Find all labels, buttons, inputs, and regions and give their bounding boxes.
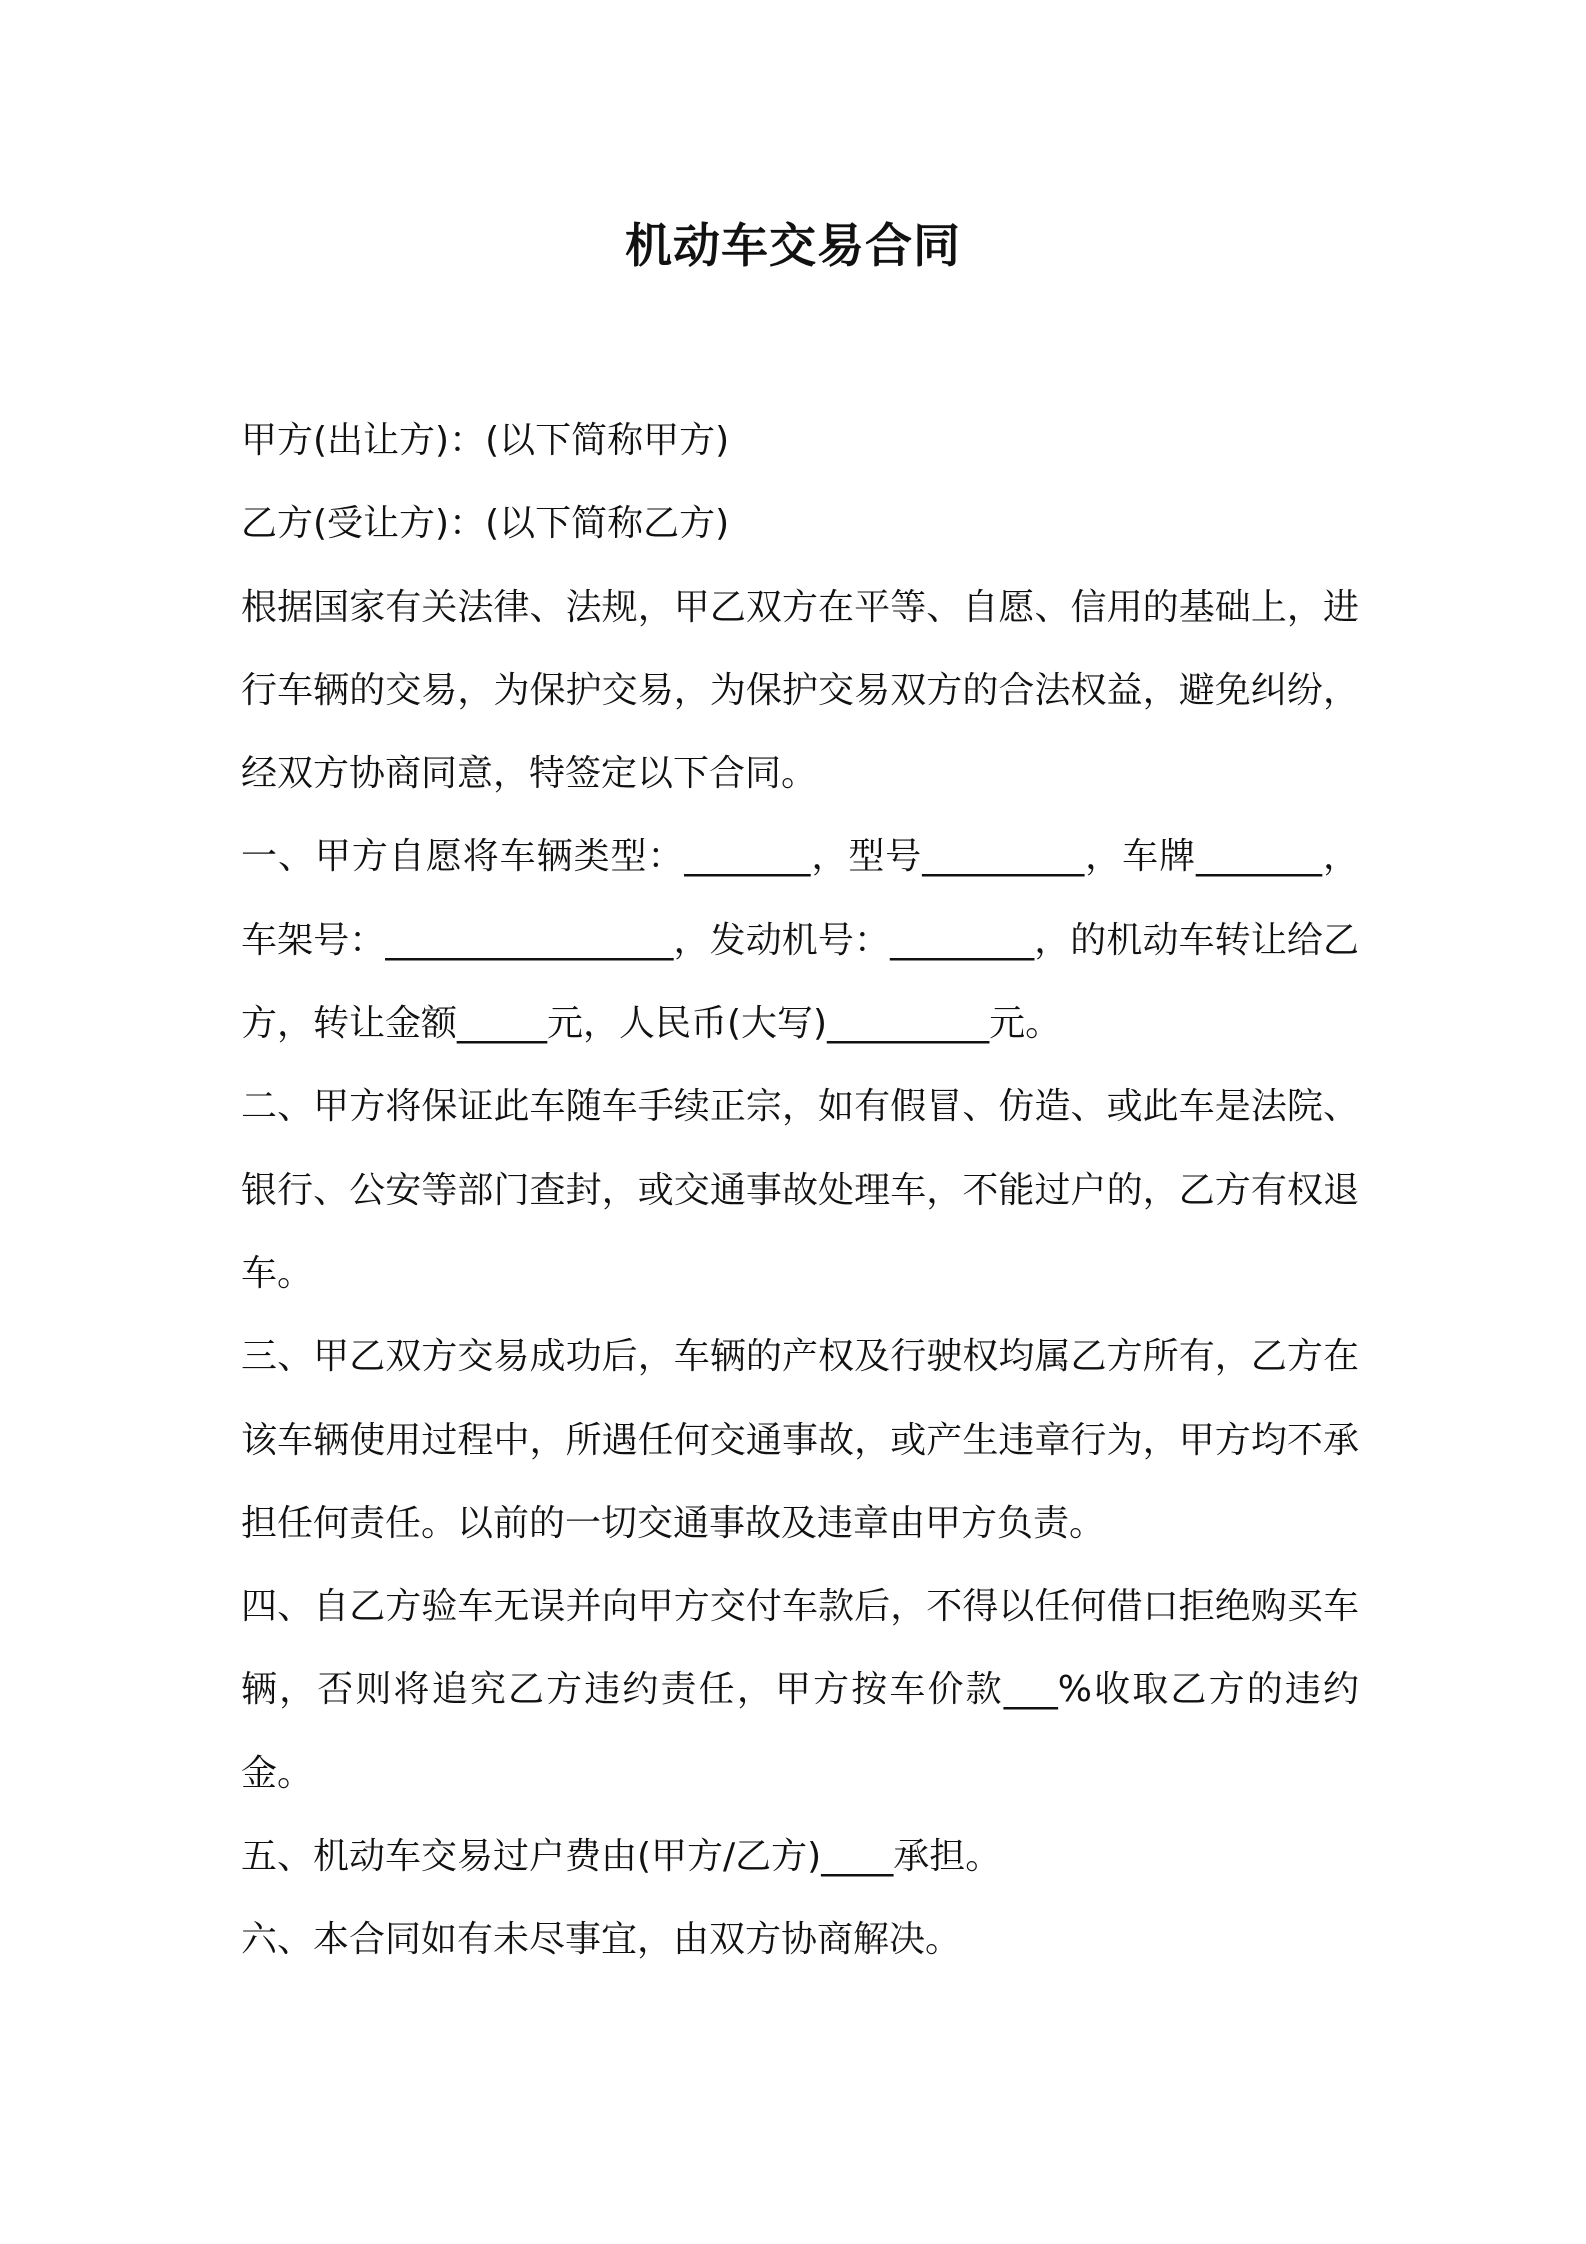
clause-3: 三、甲乙双方交易成功后，车辆的产权及行驶权均属乙方所有，乙方在该车辆使用过程中，所遇任何交通事故，或产生违章行为，甲方均不承担任何责任。以前的一切交通事故及违章由甲方负责。 (241, 1336, 1359, 1544)
party-a-line: 甲方(出让方)：(以下简称甲方) (241, 420, 730, 461)
clause-4: 四、自乙方验车无误并向甲方交付车款后，不得以任何借口拒绝购买车辆，否则将追究乙方违约责任，甲方按车价款___%收取乙方的违约金。 (241, 1586, 1359, 1794)
party-b-line: 乙方(受让方)：(以下简称乙方) (241, 503, 730, 545)
clause-2: 二、甲方将保证此车随车手续正宗，如有假冒、仿造、或此车是法院、银行、公安等部门查封，或交通事故处理车，不能过户的，乙方有权退车。 (241, 1086, 1359, 1294)
document-body (241, 399, 1359, 1982)
clause-6: 六、本合同如有未尽事宜，由双方协商解决。 (241, 1919, 962, 1961)
document-title: 机动车交易合同 (625, 219, 961, 274)
clause-5: 五、机动车交易过户费由(甲方/乙方)____承担。 (241, 1836, 1002, 1878)
clause-1: 一、甲方自愿将车辆类型：_______，型号_________，车牌_______，车架号：________________，发动机号：________，的机动车转让给乙方，转让金额_____元，人民币(大写)_________元。 (241, 836, 1359, 1045)
preamble-paragraph: 根据国家有关法律、法规，甲乙双方在平等、自愿、信用的基础上，进行车辆的交易，为保护交易，为保护交易双方的合法权益，避免纠纷，经双方协商同意，特签定以下合同。 (241, 586, 1359, 795)
